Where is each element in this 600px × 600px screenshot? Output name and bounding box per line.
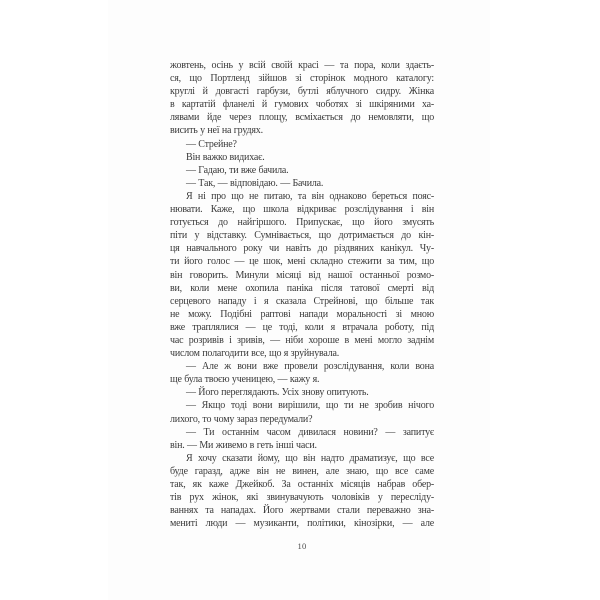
text-line: круглі й довгасті гарбузи, бутлі яблучного сидру. Жінка <box>170 86 434 98</box>
text-line: — Стрейне? <box>186 138 237 150</box>
text-line: нювати. Каже, що школа відкриває розслідування і він <box>170 204 434 216</box>
text-line: так, як каже Джейкоб. За останніх місяців набрав обер- <box>170 479 434 490</box>
text-line: в картатій фланелі й гумових чоботях зі шкіряними ха- <box>170 99 434 111</box>
text-line: — Гадаю, ти вже бачила. <box>186 164 289 176</box>
text-line: він говорить. Минули місяці від нашої останньої розмо- <box>170 269 434 281</box>
text-line: вже траплялися — це тоді, коли я втрачала роботу, під <box>170 321 434 333</box>
text-line: час розривів і зривів, — ніби хороше в мені могло заднім <box>170 334 434 346</box>
text-line: ще була твоєю ученицею, — кажу я. <box>170 374 320 386</box>
text-line: готується до найгіршого. Припускає, що його змусять <box>170 217 434 229</box>
text-line: ця навчального року чи навіть до різдвяних канікул. Чу- <box>170 243 434 255</box>
text-line: він. — Ми живемо в геть інші часи. <box>170 439 317 451</box>
text-line: висить у неї на грудях. <box>170 125 263 137</box>
text-line: Він важко видихає. <box>186 151 265 163</box>
text-line: числом полагодити все, що я зруйнувала. <box>170 348 340 360</box>
text-line: лихого, то чому зараз передумали? <box>170 413 313 425</box>
text-line: буде гаразд, адже він не винен, але знаю, що все саме <box>170 465 434 477</box>
text-line: ваннях та нападах. Його жертвами стали переважно зна- <box>170 505 434 517</box>
text-line: — Його переглядають. Усіх знову опитують. <box>186 387 369 399</box>
text-line: піти у відставку. Сумнівається, що дотримається до кін- <box>170 230 434 242</box>
text-line: мениті люди — музиканти, політики, кінозірки, — але <box>170 518 434 530</box>
text-line: — Так, — відповідаю. — Бачила. <box>186 177 324 189</box>
page-text <box>170 59 434 530</box>
text-line: ти його голос — це шок, мені складно стежити за тим, що <box>170 256 434 268</box>
text-line: жовтень, осінь у всій своїй красі — та пора, коли здаєть- <box>170 60 434 71</box>
text-line: лявами йде через площу, всміхається до немовляти, що <box>170 112 434 124</box>
text-line: Я хочу сказати йому, що він надто драматизує, що все <box>186 452 434 464</box>
text-line: ви, коли мене охопила паніка після татової смерті від <box>170 282 434 294</box>
text-line: — Але ж вони вже провели розслідування, коли вона <box>186 361 434 373</box>
page-number: 10 <box>297 541 307 551</box>
text-line: не можу. Подібні раптові напади моральності зі мною <box>170 308 434 320</box>
text-line: — Якщо тоді вони вирішили, що ти не зробив нічого <box>186 400 434 412</box>
text-line: Я ні про що не питаю, та він однаково береться пояс- <box>186 190 434 202</box>
text-line: тів рух жінок, які звинувачують чоловіків у пересліду- <box>170 492 434 504</box>
book-page <box>108 0 490 600</box>
text-line: — Ти останнім часом дивилася новини? — запитує <box>186 426 434 438</box>
text-line: серцевого нападу і я сказала Стрейнові, що більше так <box>170 295 434 307</box>
text-line: ся, що Портленд зійшов зі сторінок модного каталогу: <box>170 73 434 85</box>
